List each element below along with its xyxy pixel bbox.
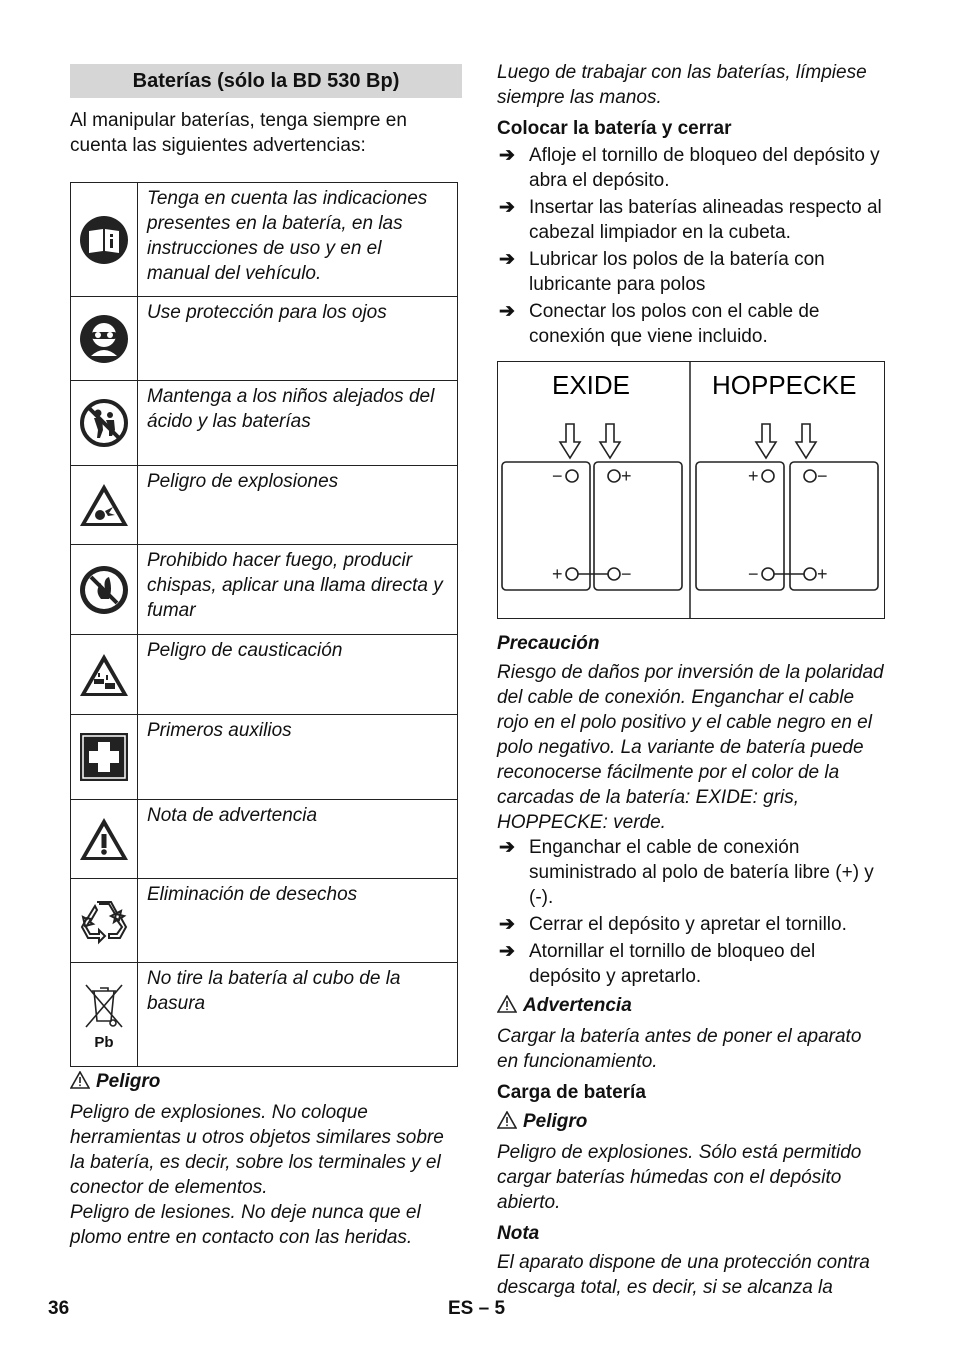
list-item: ➔ Insertar las baterías alineadas respecto al cabezal limpiador en la cubeta. [499,197,882,243]
pole-label: + [748,466,759,486]
warning-row [71,297,458,381]
warning-row [71,381,458,466]
caution-text: Riesgo de daños por inversión de la polaridad del cable de conexión. Enganchar el cable rojo en el polo positivo y el cable negro en el polo negativo. La variante de batería puede reconocerse fácilmente por el color de la carcadas de la batería: EXIDE: gris, HOPPECKE: verde. [497,662,884,833]
down-arrow-icon [560,424,816,458]
warning-triangle-icon [70,1071,90,1096]
footer-dash: – [478,1298,490,1319]
arrow-icon: ➔ [499,301,515,322]
warning-text: Prohibido hacer fuego, producir chispas, aplicar una llama directa y fumar [138,545,458,635]
warning-text: Peligro de causticación [138,635,458,715]
list-item: ➔ Enganchar el cable de conexión suministrado al polo de batería libre (+) y (-). [499,837,874,908]
arrow-icon: ➔ [499,914,515,935]
footer-section [448,1298,505,1320]
warning-row [71,635,458,715]
page-number: 36 [48,1298,70,1319]
pole-label: + [621,466,632,486]
warning-row [71,879,458,963]
hoppecke-label: HOPPECKE [712,370,857,400]
warning-text: No tire la batería al cubo de la basura [138,963,458,1067]
list-item: ➔ Afloje el tornillo de bloqueo del depósito y abra el depósito. [499,145,880,191]
pole-label: − [621,564,632,584]
clean-hands-text: Luego de trabajar con las baterías, límpiese siempre las manos. [497,62,867,108]
warning-text: Nota de advertencia [138,800,458,879]
danger-text-2: Peligro de lesiones. No deje nunca que el plomo entre en contacto con las heridas. [70,1202,421,1248]
arrow-icon: ➔ [499,145,515,166]
recycling-icon [71,879,138,963]
pole-label: − [817,466,828,486]
warning-row [71,715,458,800]
warning-text: Tenga en cuenta las indicaciones presentes en la batería, en las instrucciones de uso y en el manual del vehículo. [138,183,458,297]
battery-diagram [497,361,885,619]
warning-row [71,545,458,635]
warning-triangle-icon [497,1111,517,1136]
list-item: ➔ Cerrar el depósito y apretar el tornillo. [499,914,847,935]
section-title: Baterías (sólo la BD 530 Bp) [70,64,462,98]
arrow-icon: ➔ [499,941,515,962]
note-heading: Nota [497,1223,540,1244]
note-text: El aparato dispone de una protección contra descarga total, es decir, si se alcanza la [497,1252,870,1298]
pb-label: Pb [94,1033,114,1051]
warnings-table [70,182,458,1067]
list-item: ➔ Atornillar el tornillo de bloqueo del depósito y apretarlo. [499,941,816,987]
warning-triangle-icon [71,800,138,879]
arrow-icon: ➔ [499,249,515,270]
pole-label: + [552,564,563,584]
warning-row [71,183,458,297]
footer-lang: ES [448,1298,474,1319]
first-aid-icon [71,715,138,800]
warning-row [71,466,458,545]
pole-label: + [817,564,828,584]
keep-children-away-icon [71,381,138,466]
battery-diagram-svg [498,362,884,618]
warning-row [71,963,458,1067]
charge-danger-heading-text: Peligro [523,1111,588,1132]
arrow-icon: ➔ [499,197,515,218]
charge-danger-text: Peligro de explosiones. Sólo está permitido cargar baterías húmedas con el depósito abierto. [497,1142,862,1213]
warning-row [71,800,458,879]
arrow-icon: ➔ [499,837,515,858]
corrosive-hazard-icon [71,635,138,715]
right-column [497,60,887,1300]
insert-heading: Colocar la batería y cerrar [497,118,732,139]
manual-book-icon [71,183,138,297]
exide-label: EXIDE [552,370,631,400]
list-item: ➔ Conectar los polos con el cable de conexión que viene incluido. [499,301,820,347]
footer-subpage: 5 [494,1298,506,1319]
crossed-bin-icon [71,963,138,1067]
danger-text-1: Peligro de explosiones. No coloque herramientas u otros objetos similares sobre la batería, es decir, sobre los terminales y el conector de elementos. [70,1102,444,1198]
warning-text: Mantenga a los niños alejados del ácido y las baterías [138,381,458,466]
connect-steps [497,835,887,989]
pole-label: − [552,466,563,486]
no-fire-icon [71,545,138,635]
advert-heading [497,993,887,1020]
explosion-hazard-icon [71,466,138,545]
danger-heading [70,1069,462,1096]
pole-label: − [748,564,759,584]
advert-text: Cargar la batería antes de poner el aparato en funcionamiento. [497,1026,862,1072]
eye-protection-icon [71,297,138,381]
warning-text: Use protección para los ojos [138,297,458,381]
left-column [70,60,462,1250]
caution-heading: Precaución [497,633,600,654]
charge-danger-heading [497,1109,887,1136]
warning-triangle-icon [497,995,517,1020]
charge-heading: Carga de batería [497,1082,646,1103]
advert-heading-text: Advertencia [523,995,632,1016]
warning-text: Peligro de explosiones [138,466,458,545]
danger-heading-text: Peligro [96,1071,161,1092]
warning-text: Eliminación de desechos [138,879,458,963]
list-item: ➔ Lubricar los polos de la batería con lubricante para polos [499,249,825,295]
intro-text: Al manipular baterías, tenga siempre en cuenta las siguientes advertencias: [70,110,407,156]
warning-text: Primeros auxilios [138,715,458,800]
insert-steps [497,143,887,349]
